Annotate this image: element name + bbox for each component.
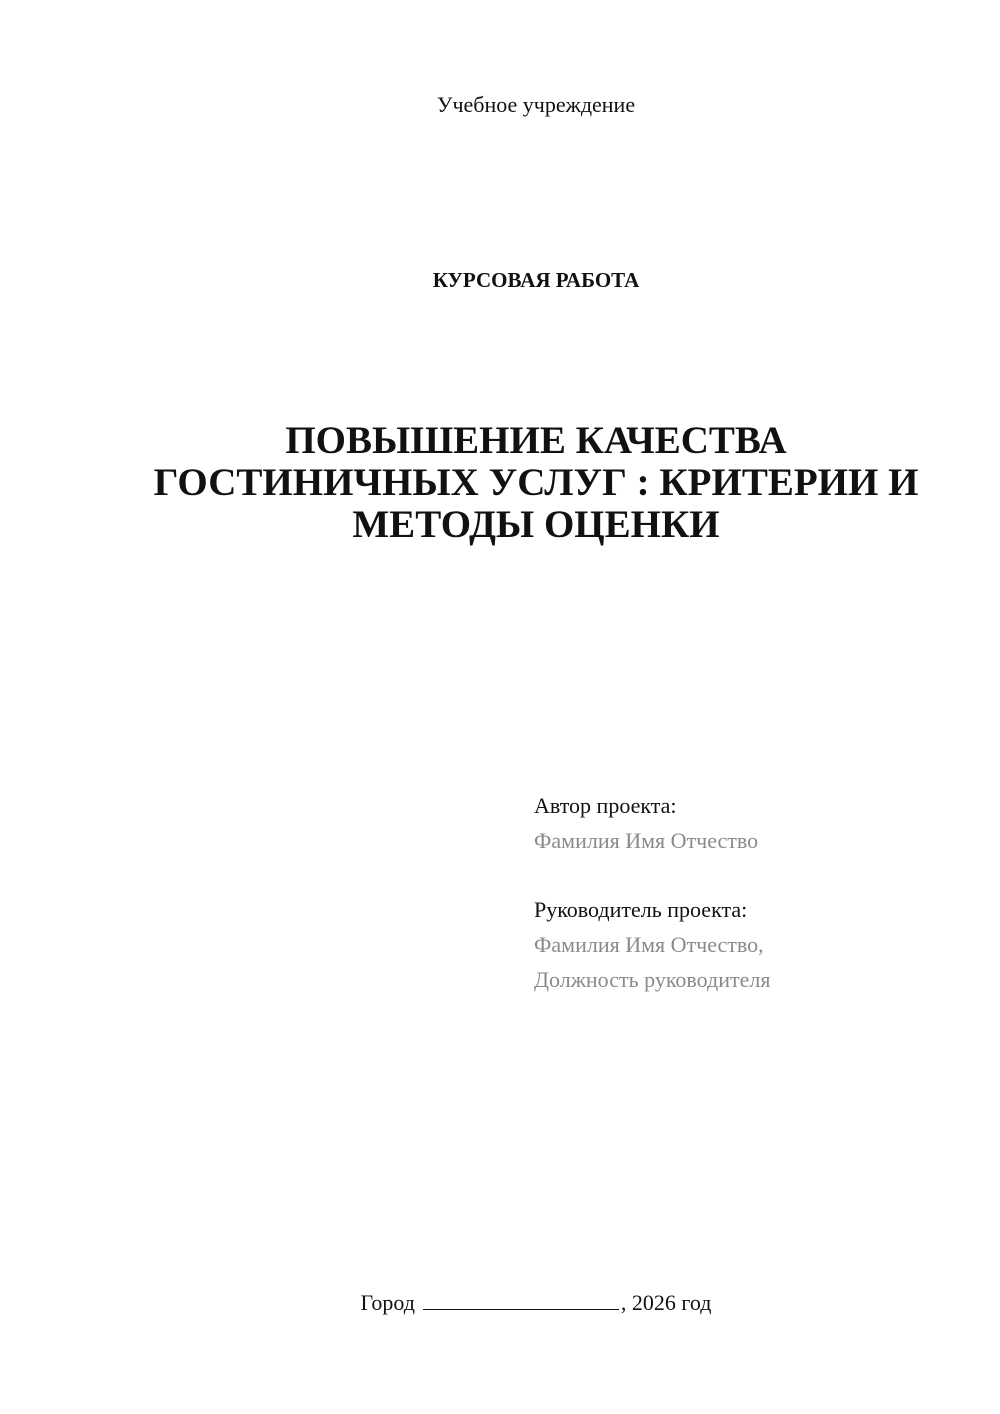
document-type: КУРСОВАЯ РАБОТА	[432, 268, 640, 292]
supervisor-name: Фамилия Имя Отчество,	[534, 932, 764, 957]
city-label: Город	[360, 1290, 415, 1315]
work-title-line: МЕТОДЫ ОЦЕНКИ	[352, 503, 720, 546]
author-label: Автор проекта:	[534, 793, 677, 818]
supervisor-position: Должность руководителя	[534, 967, 771, 992]
city-blank-line	[423, 1291, 619, 1310]
institution-name: Учебное учреждение	[436, 92, 636, 117]
work-title-line: ГОСТИНИЧНЫХ УСЛУГ : КРИТЕРИИ И	[153, 461, 919, 504]
work-title-line: ПОВЫШЕНИЕ КАЧЕСТВА	[285, 419, 787, 462]
author-name: Фамилия Имя Отчество	[534, 828, 759, 853]
work-title	[0, 420, 1000, 546]
credits-block	[534, 788, 770, 997]
year-text: , 2026 год	[620, 1290, 712, 1315]
city-year-line	[0, 1290, 1000, 1316]
supervisor-label: Руководитель проекта:	[534, 897, 748, 922]
